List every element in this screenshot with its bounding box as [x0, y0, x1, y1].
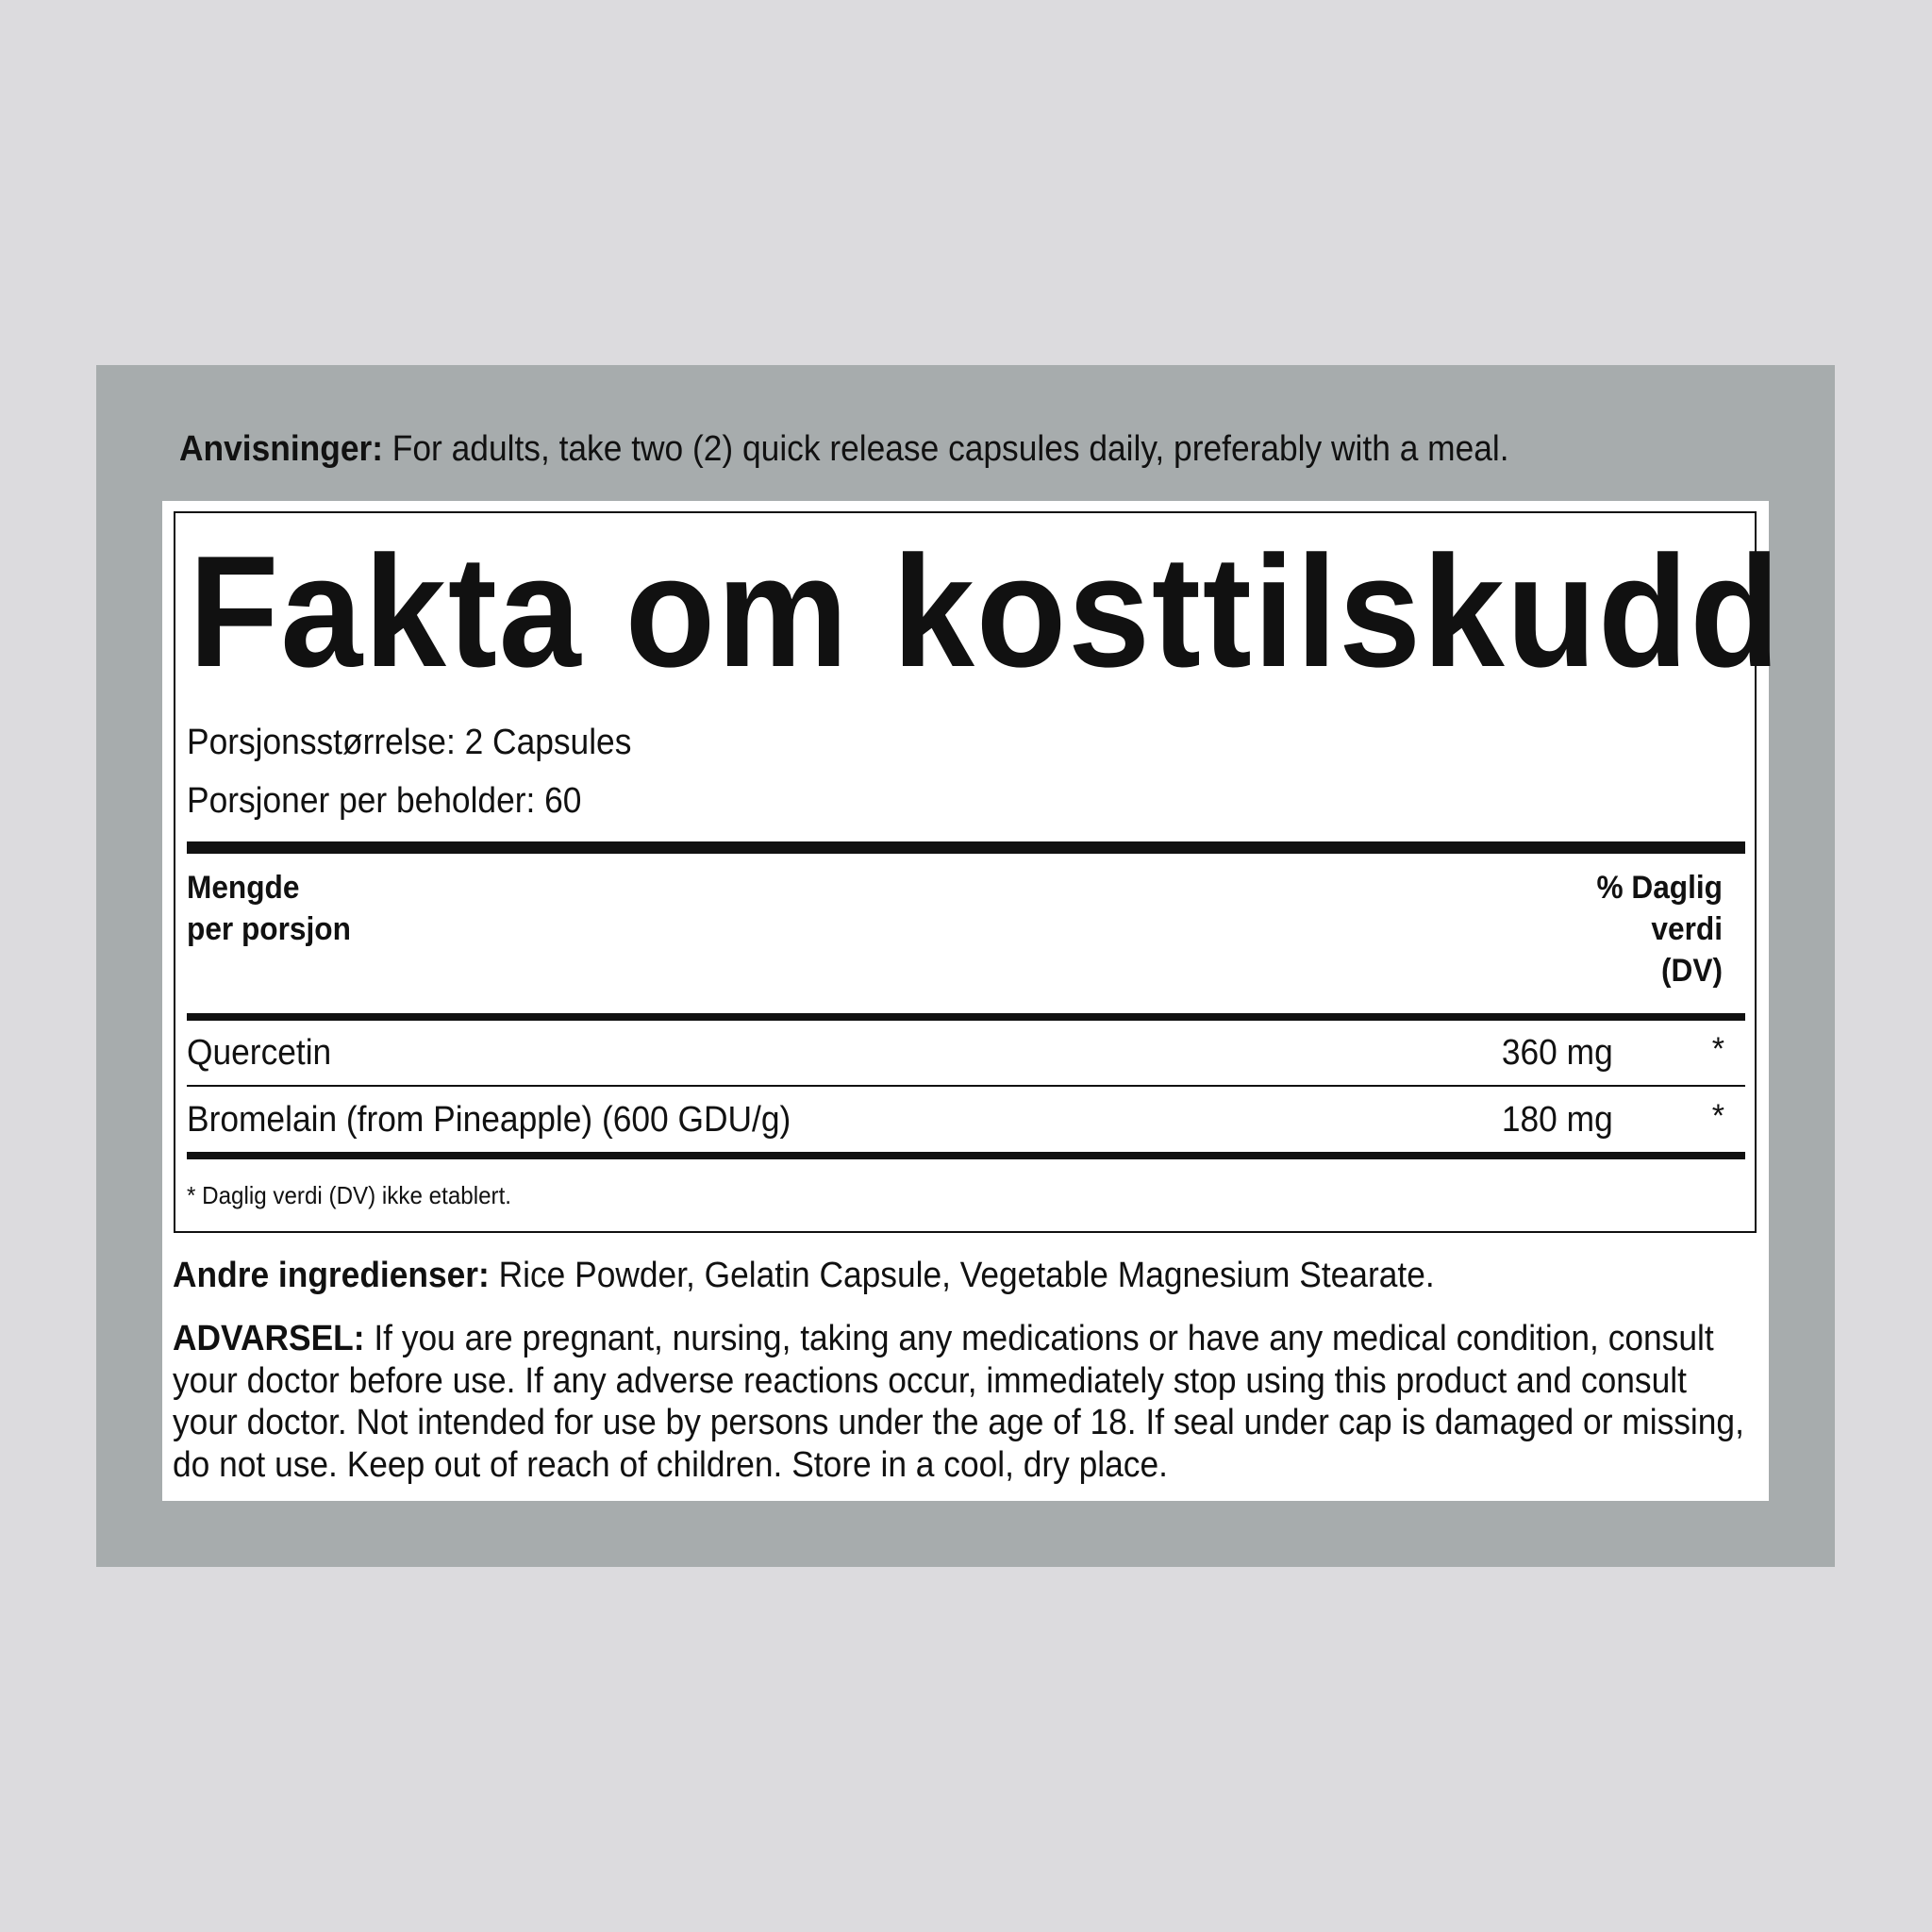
table-row: [187, 1090, 1745, 1146]
header-right-line2: verdi: [1651, 911, 1723, 947]
header-right-line1: % Daglig: [1596, 870, 1723, 906]
other-ingredients-label: Andre ingredienser:: [173, 1256, 490, 1295]
other-ingredients-body: Rice Powder, Gelatin Capsule, Vegetable Magnesium Stearate.: [489, 1256, 1435, 1295]
divider-medium: [187, 1013, 1745, 1021]
header-left-line1: Mengde: [187, 870, 300, 906]
warning-label: ADVARSEL:: [173, 1319, 365, 1358]
ingredient-name: Bromelain (from Pineapple) (600 GDU/g): [187, 1100, 791, 1140]
directions-label: Anvisninger:: [179, 429, 383, 469]
ingredient-dv: *: [1711, 1098, 1724, 1134]
facts-title: Fakta om kosttilskudd: [189, 523, 1782, 700]
directions-body: For adults, take two (2) quick release capsules daily, preferably with a meal.: [382, 429, 1509, 469]
divider-thick: [187, 841, 1745, 854]
table-row: [187, 1023, 1745, 1079]
header-right-line3: (DV): [1661, 953, 1723, 989]
warning-text: [173, 1318, 1752, 1486]
servings-per-container: Porsjoner per beholder: 60: [187, 781, 582, 821]
divider-thin: [187, 1085, 1745, 1087]
supplement-facts-box: [174, 511, 1782, 1233]
ingredient-dv: *: [1711, 1031, 1724, 1067]
warning-body: If you are pregnant, nursing, taking any medications or have any medical condition, consult your doctor before use. If any adverse reactions occur, immediately stop using this product and consult your doctor. Not intended for use by persons under the age of 18. If seal under cap is damaged or missing, do not use. Keep out of reach of children. Store in a cool, dry place.: [173, 1319, 1744, 1485]
directions-text: [179, 425, 1509, 474]
daily-value-header: [1459, 867, 1723, 991]
ingredient-name: Quercetin: [187, 1033, 332, 1073]
serving-size: Porsjonsstørrelse: 2 Capsules: [187, 723, 632, 762]
other-ingredients: [173, 1253, 1435, 1298]
ingredient-amount: 180 mg: [1502, 1100, 1613, 1140]
divider-medium: [187, 1152, 1745, 1159]
amount-per-serving-header: [187, 867, 450, 950]
dv-footnote: * Daglig verdi (DV) ikke etablert.: [187, 1181, 512, 1209]
ingredient-amount: 360 mg: [1502, 1033, 1613, 1073]
header-left-line2: per porsjon: [187, 911, 351, 947]
